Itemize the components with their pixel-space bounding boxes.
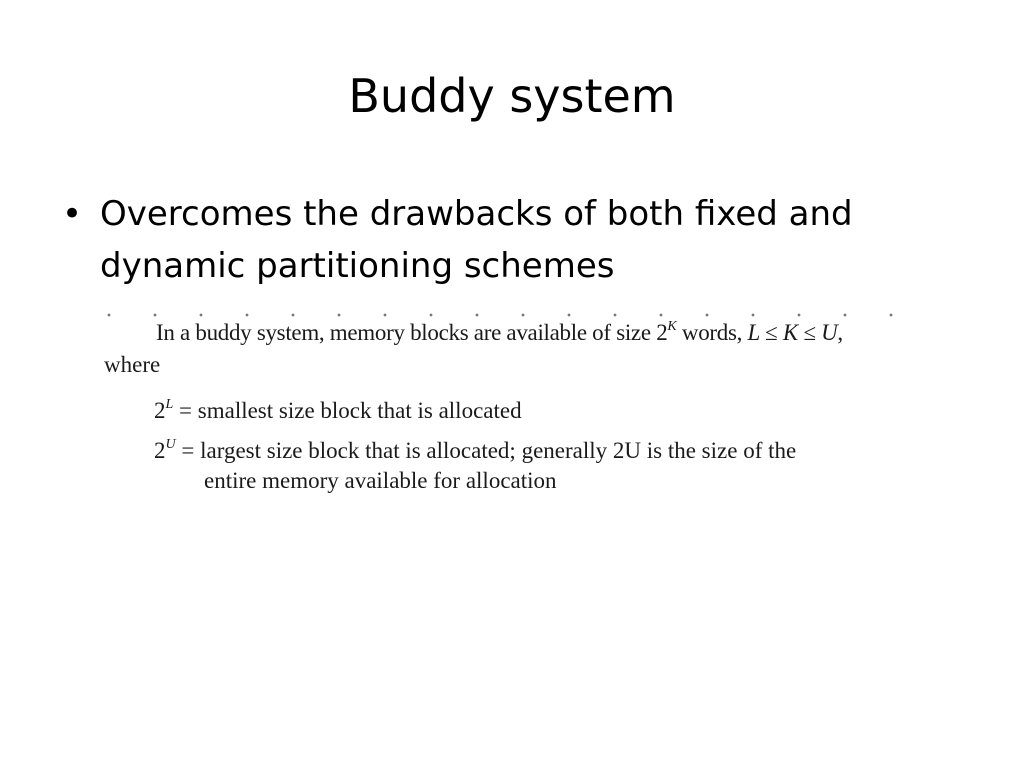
definition-text: = smallest size block that is allocated	[173, 398, 522, 423]
textbook-excerpt-image	[104, 312, 894, 502]
definition-text: = largest size block that is allocated; generally 2U is the size of the	[175, 438, 797, 463]
excerpt-where: where	[104, 352, 161, 377]
excerpt-intro-exponent: K	[667, 319, 677, 334]
excerpt-intro-words: words,	[676, 320, 748, 345]
bullet-dot-icon: •	[61, 194, 83, 234]
definition-exponent: L	[165, 397, 174, 412]
excerpt-intro-text: In a buddy system, memory blocks are available of size 2	[156, 320, 668, 345]
slide-title: Buddy system	[348, 69, 676, 123]
excerpt-intro-end: ,	[837, 320, 843, 345]
definition-exponent: U	[165, 437, 176, 452]
bullet-list	[60, 188, 960, 292]
definition-row-smallest	[154, 398, 522, 424]
bullet-item	[60, 188, 960, 292]
definition-continuation: entire memory available for allocation	[204, 468, 557, 493]
definition-base: 2	[154, 438, 166, 463]
excerpt-intro-line	[156, 320, 843, 346]
definition-row-largest	[154, 438, 796, 464]
definition-base: 2	[154, 398, 166, 423]
excerpt-intro-inequality: L ≤ K ≤ U	[747, 320, 838, 345]
bullet-text: Overcomes the drawbacks of both fixed and dynamic partitioning schemes	[100, 194, 853, 286]
cropped-text-remnant	[104, 312, 894, 318]
